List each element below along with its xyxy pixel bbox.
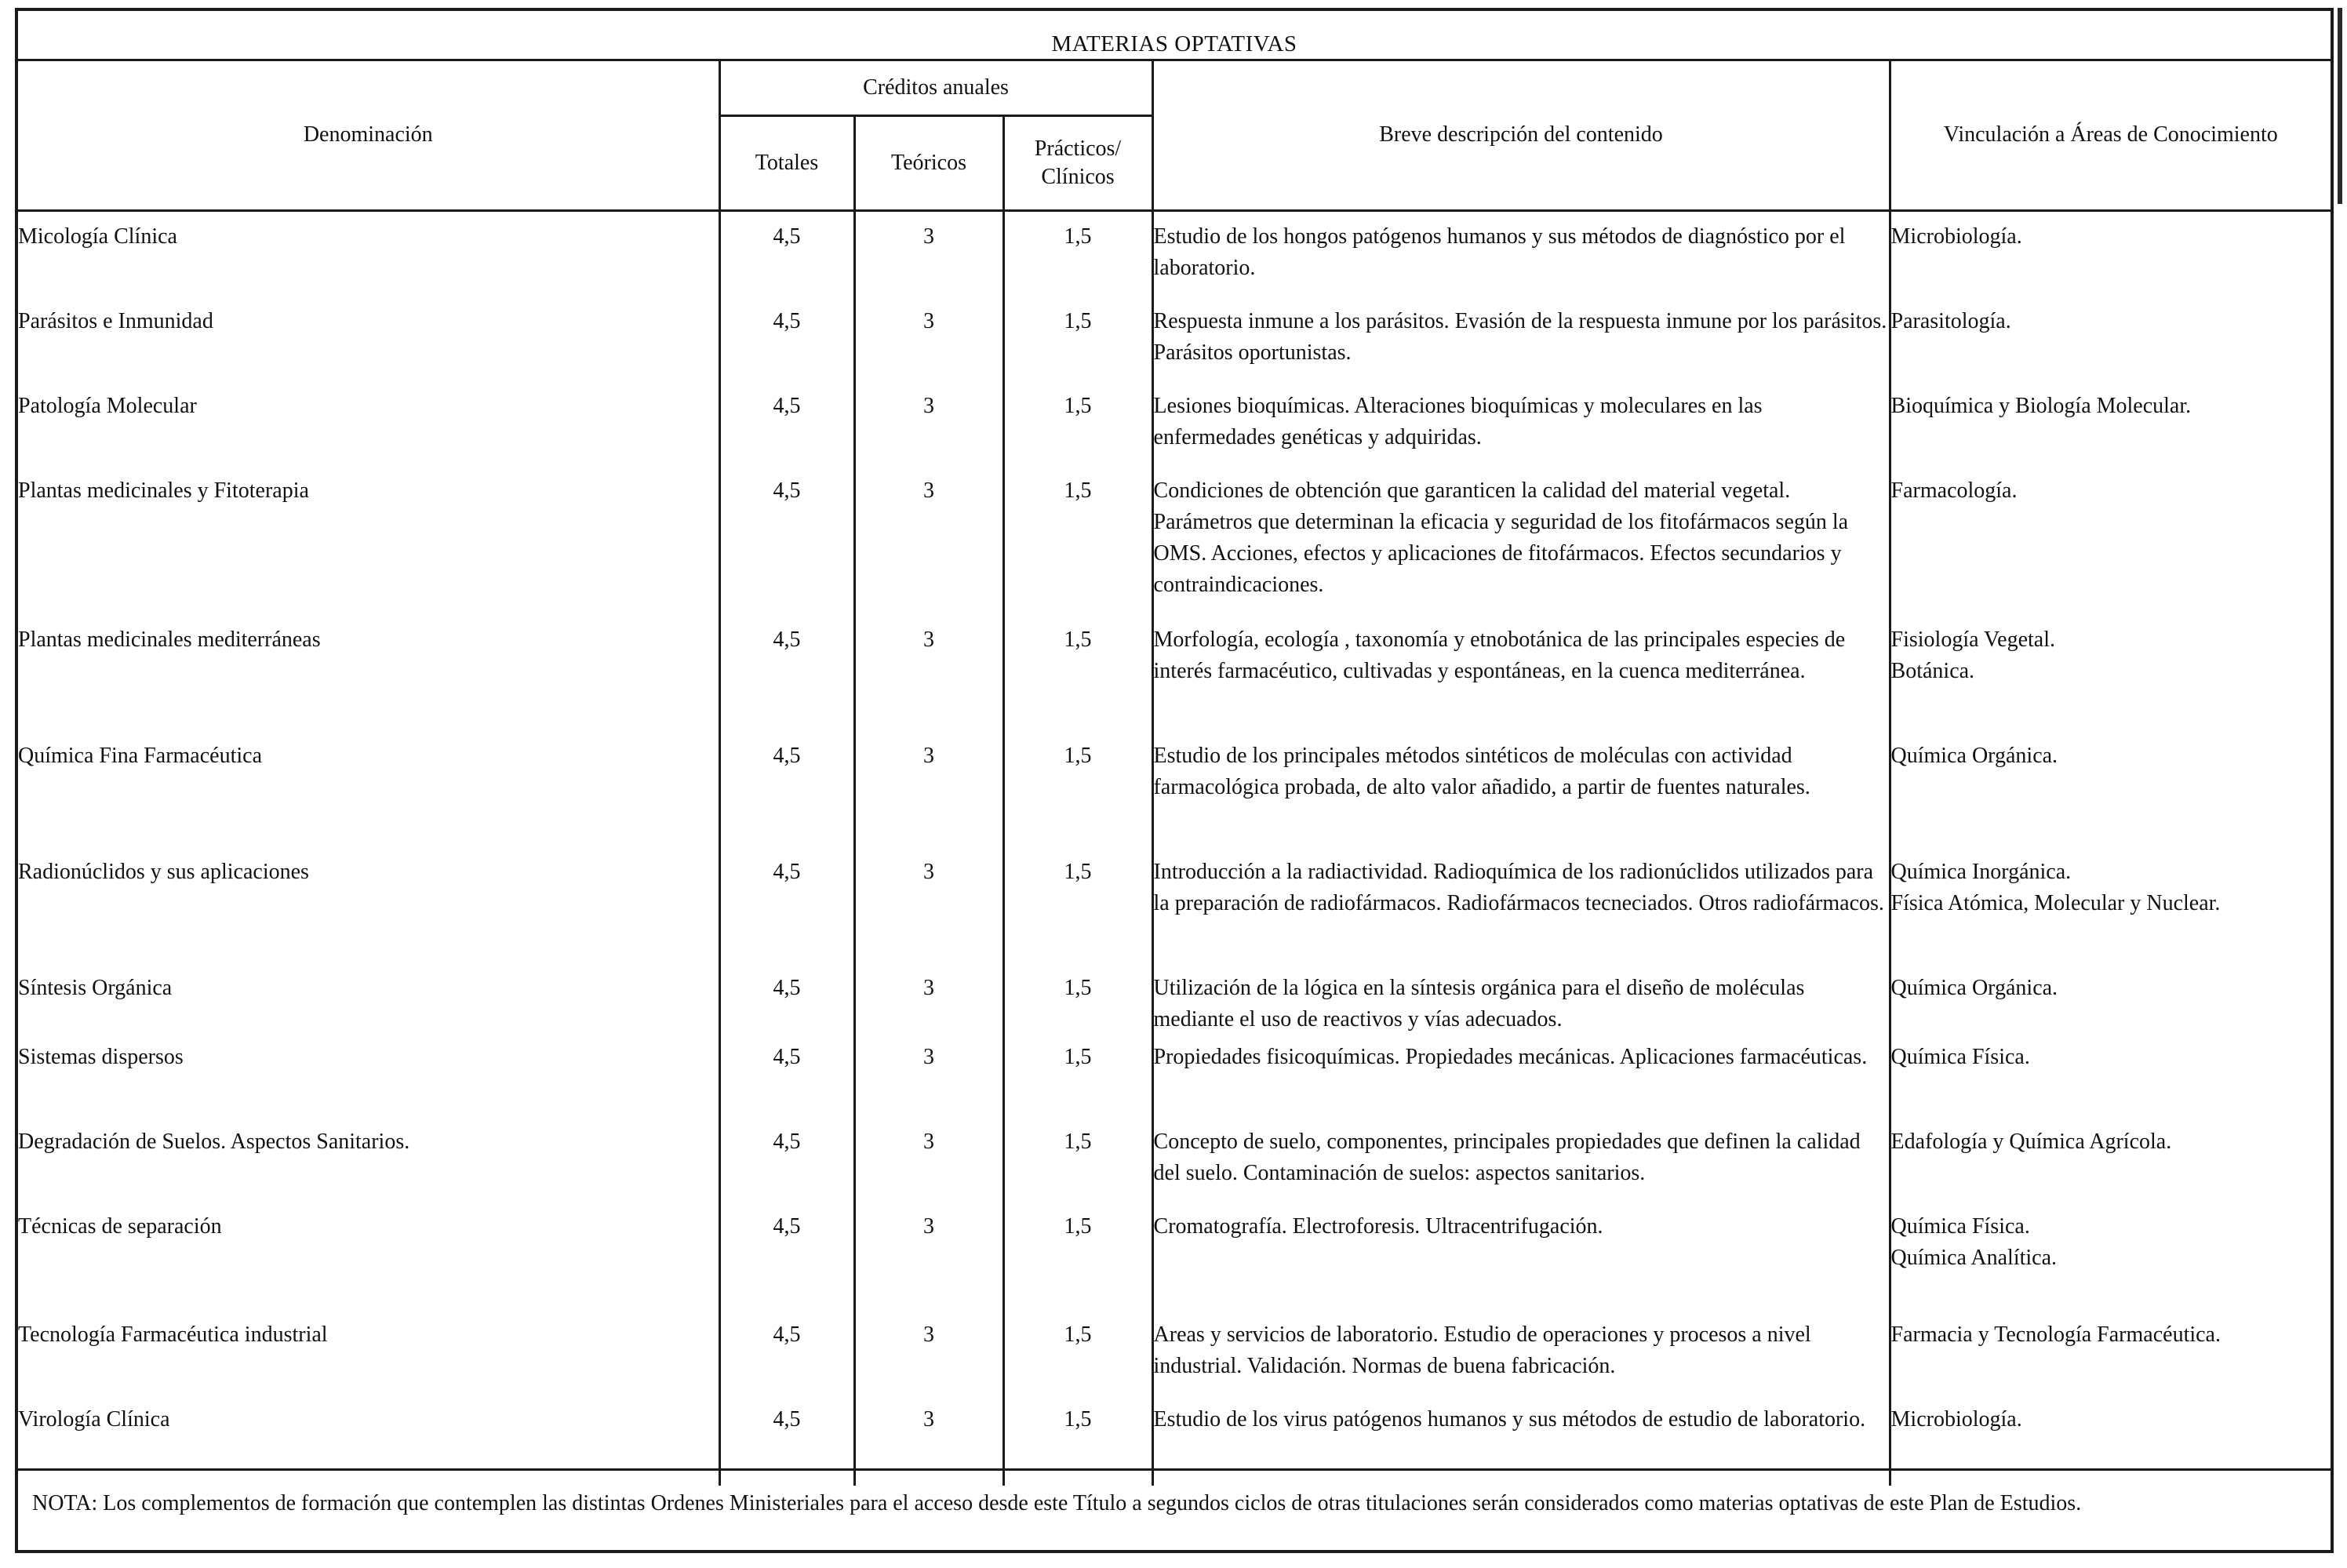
cell-practicos: 1,5 [1003,1126,1152,1211]
header-descripcion: Breve descripción del contenido [1152,61,1890,210]
cell-teoricos: 3 [854,740,1003,857]
cell-denominacion: Síntesis Orgánica [18,973,719,1042]
cell-practicos: 1,5 [1003,391,1152,475]
table-row [18,391,2331,475]
table-row [18,1126,2331,1211]
scan-edge-mark [2338,8,2342,204]
area-item: Fisiología Vegetal. [1890,628,2055,652]
materias-table [18,61,2331,1486]
area-item: Física Atómica, Molecular y Nuclear. [1890,891,2221,915]
cell-practicos: 1,5 [1003,1042,1152,1126]
area-item: Química Física. [1890,1045,2030,1069]
cell-denominacion: Tecnología Farmacéutica industrial [18,1319,719,1404]
cell-practicos: 1,5 [1003,1211,1152,1319]
table-row [18,624,2331,740]
cell-practicos: 1,5 [1003,973,1152,1042]
header-teoricos: Teóricos [854,115,1003,210]
area-item: Microbiología. [1890,224,2022,249]
cell-teoricos: 3 [854,1319,1003,1404]
cell-vinculacion [1890,1126,2331,1211]
cell-denominacion: Sistemas dispersos [18,1042,719,1126]
table-body [18,210,2331,1486]
cell-totales: 4,5 [719,1042,854,1126]
cell-teoricos: 3 [854,973,1003,1042]
cell-totales: 4,5 [719,1211,854,1319]
table-row [18,973,2331,1042]
cell-vinculacion [1890,391,2331,475]
area-item: Farmacia y Tecnología Farmacéutica. [1890,1322,2221,1347]
table-row [18,1042,2331,1126]
cell-totales: 4,5 [719,1404,854,1486]
table-row [18,740,2331,857]
cell-totales: 4,5 [719,221,854,306]
cell-totales: 4,5 [719,1126,854,1211]
area-item: Microbiología. [1890,1407,2022,1432]
cell-teoricos: 3 [854,1042,1003,1126]
cell-descripcion: Concepto de suelo, componentes, principales propiedades que definen la calidad del suelo. Contaminación de suelos: aspectos sanitarios. [1152,1126,1890,1211]
cell-vinculacion [1890,1319,2331,1404]
cell-denominacion: Química Fina Farmacéutica [18,740,719,857]
cell-descripcion: Propiedades fisicoquímicas. Propiedades mecánicas. Aplicaciones farmacéuticas. [1152,1042,1890,1126]
cell-totales: 4,5 [719,624,854,740]
area-item: Química Física. [1890,1214,2030,1239]
cell-descripcion: Condiciones de obtención que garanticen la calidad del material vegetal. Parámetros que determinan la eficacia y seguridad de los fitofármacos según la OMS. Acciones, efectos y aplicaciones de fitofármacos. Efectos secundarios y contraindicaciones. [1152,475,1890,624]
cell-descripcion: Utilización de la lógica en la síntesis orgánica para el diseño de moléculas mediante el uso de reactivos y vías adecuados. [1152,973,1890,1042]
area-item: Edafología y Química Agrícola. [1890,1130,2172,1154]
cell-descripcion: Areas y servicios de laboratorio. Estudio de operaciones y procesos a nivel industrial. Validación. Normas de buena fabricación. [1152,1319,1890,1404]
area-item: Química Orgánica. [1890,976,2058,1000]
cell-denominacion: Plantas medicinales mediterráneas [18,624,719,740]
cell-vinculacion [1890,306,2331,391]
cell-totales: 4,5 [719,475,854,624]
header-denominacion: Denominación [18,61,719,210]
cell-descripcion: Estudio de los virus patógenos humanos y sus métodos de estudio de laboratorio. [1152,1404,1890,1486]
cell-teoricos: 3 [854,857,1003,973]
cell-denominacion: Técnicas de separación [18,1211,719,1319]
area-item: Bioquímica y Biología Molecular. [1890,394,2192,418]
cell-vinculacion [1890,475,2331,624]
document-title: MATERIAS OPTATIVAS [18,11,2331,61]
cell-practicos: 1,5 [1003,740,1152,857]
cell-descripcion: Lesiones bioquímicas. Alteraciones bioquímicas y moleculares en las enfermedades genéticas y adquiridas. [1152,391,1890,475]
table-row [18,857,2331,973]
header-practicos: Prácticos/ Clínicos [1003,115,1152,210]
cell-teoricos: 3 [854,475,1003,624]
cell-teoricos: 3 [854,1126,1003,1211]
cell-teoricos: 3 [854,1211,1003,1319]
cell-totales: 4,5 [719,857,854,973]
cell-practicos: 1,5 [1003,1404,1152,1486]
header-totales: Totales [719,115,854,210]
cell-practicos: 1,5 [1003,475,1152,624]
cell-denominacion: Micología Clínica [18,221,719,306]
cell-vinculacion [1890,624,2331,740]
document-page [15,8,2334,1553]
area-item: Química Orgánica. [1890,744,2058,768]
cell-practicos: 1,5 [1003,624,1152,740]
cell-teoricos: 3 [854,221,1003,306]
cell-vinculacion [1890,973,2331,1042]
cell-descripcion: Estudio de los principales métodos sintéticos de moléculas con actividad farmacológica probada, de alto valor añadido, a partir de fuentes naturales. [1152,740,1890,857]
cell-vinculacion [1890,740,2331,857]
cell-vinculacion [1890,1211,2331,1319]
cell-descripcion: Respuesta inmune a los parásitos. Evasión de la respuesta inmune por los parásitos. Parásitos oportunistas. [1152,306,1890,391]
cell-descripcion: Estudio de los hongos patógenos humanos y sus métodos de diagnóstico por el laboratorio. [1152,221,1890,306]
cell-practicos: 1,5 [1003,1319,1152,1404]
cell-totales: 4,5 [719,391,854,475]
cell-denominacion: Plantas medicinales y Fitoterapia [18,475,719,624]
cell-teoricos: 3 [854,624,1003,740]
cell-practicos: 1,5 [1003,857,1152,973]
table-row [18,475,2331,624]
cell-totales: 4,5 [719,740,854,857]
cell-descripcion: Morfología, ecología , taxonomía y etnobotánica de las principales especies de interés farmacéutico, cultivadas y espontáneas, en la cuenca mediterránea. [1152,624,1890,740]
area-item: Parasitología. [1890,309,2011,333]
cell-vinculacion [1890,221,2331,306]
cell-denominacion: Patología Molecular [18,391,719,475]
cell-teoricos: 3 [854,1404,1003,1486]
cell-vinculacion [1890,1042,2331,1126]
table-row [18,1319,2331,1404]
table-row [18,221,2331,306]
cell-practicos: 1,5 [1003,221,1152,306]
cell-totales: 4,5 [719,306,854,391]
cell-teoricos: 3 [854,391,1003,475]
area-item: Botánica. [1890,659,1975,683]
header-creditos: Créditos anuales [719,61,1152,115]
cell-denominacion: Degradación de Suelos. Aspectos Sanitarios. [18,1126,719,1211]
cell-practicos: 1,5 [1003,306,1152,391]
area-item: Química Inorgánica. [1890,860,2072,884]
cell-denominacion: Virología Clínica [18,1404,719,1486]
nota-footnote: NOTA: Los complementos de formación que contemplen las distintas Ordenes Ministeriales para el acceso desde este Título a segundos ciclos de otras titulaciones serán considerados como materias optativas de este Plan de Estudios. [18,1468,2331,1550]
cell-teoricos: 3 [854,306,1003,391]
cell-descripcion: Cromatografía. Electroforesis. Ultracentrifugación. [1152,1211,1890,1319]
header-vinculacion: Vinculación a Áreas de Conocimiento [1890,61,2331,210]
table-row [18,306,2331,391]
cell-denominacion: Radionúclidos y sus aplicaciones [18,857,719,973]
cell-denominacion: Parásitos e Inmunidad [18,306,719,391]
cell-totales: 4,5 [719,1319,854,1404]
cell-totales: 4,5 [719,973,854,1042]
cell-descripcion: Introducción a la radiactividad. Radioquímica de los radionúclidos utilizados para la preparación de radiofármacos. Radiofármacos tecneciados. Otros radiofármacos. [1152,857,1890,973]
area-item: Farmacología. [1890,478,2018,503]
area-item: Química Analítica. [1890,1246,2058,1270]
cell-vinculacion [1890,857,2331,973]
table-row [18,1211,2331,1319]
